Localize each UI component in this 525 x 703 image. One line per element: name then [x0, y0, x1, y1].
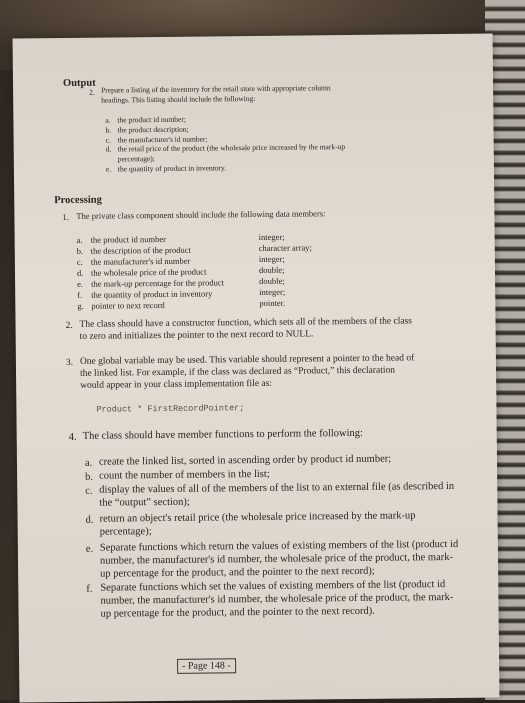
processing-item-4-text: The class should have member functions to perform the following:: [82, 427, 363, 442]
member-b-type: character array;: [258, 242, 312, 253]
member-a-letter: a.: [76, 234, 83, 245]
member-a-type: integer;: [258, 231, 285, 242]
processing-item-1-number: 1.: [62, 211, 69, 223]
member-d-name: the wholesale price of the product: [90, 266, 207, 278]
output-subitem-d-letter: d.: [105, 144, 112, 154]
function-e-line-1: Separate functions which return the values of existing members of the list (product id: [99, 538, 459, 554]
output-subitem-e: the quantity of product in inventory.: [117, 163, 227, 174]
processing-heading: Processing: [54, 194, 102, 207]
member-f-type: integer;: [259, 286, 286, 297]
member-e-name: the mark-up percentage for the product: [91, 277, 225, 289]
member-c-letter: c.: [76, 256, 83, 267]
output-subitem-c: the manufacturer's id number;: [117, 134, 208, 145]
output-subitem-e-letter: e.: [105, 164, 112, 174]
output-subitem-a-letter: a.: [105, 115, 111, 125]
output-subitem-d-continued: percentage);: [117, 154, 155, 164]
function-c-line-2: the “output” section);: [99, 496, 190, 509]
processing-item-3-number: 3.: [65, 357, 74, 368]
function-c-letter: c.: [85, 485, 93, 497]
function-f-line-1: Separate functions which set the values of existing members of the list (product id: [100, 579, 446, 594]
member-b-name: the description of the product: [90, 244, 191, 256]
page-number: - Page 148 -: [177, 658, 236, 674]
member-c-name: the manufacturer's id number: [90, 255, 191, 267]
output-item-2-number: 2.: [89, 87, 95, 97]
function-f-line-2: number, the manufacturer's id number, the wholesale price of the product, the mark-: [100, 591, 454, 607]
member-e-letter: e.: [77, 278, 84, 289]
member-c-type: integer;: [258, 253, 285, 264]
output-subitem-b: the product description;: [117, 124, 189, 135]
processing-item-2-number: 2.: [65, 320, 73, 331]
output-subitem-a: the product id number;: [117, 114, 186, 125]
processing-item-3-line-1: One global variable may be used. This variable should represent a pointer to the head of: [79, 353, 415, 367]
processing-item-3-line-3: would appear in your class implementation file as:: [80, 378, 273, 391]
output-heading: Output: [62, 77, 96, 90]
member-g-name: pointer to next record: [91, 299, 165, 311]
member-a-name: the product id number: [90, 233, 167, 245]
function-a-letter: a.: [84, 457, 93, 469]
function-b-letter: b.: [85, 471, 94, 483]
function-b-line-1: count the number of members in the list;: [99, 468, 270, 482]
code-declaration: Product * FirstRecordPointer;: [96, 403, 245, 415]
processing-item-1-text: The private class component should include the following data members:: [76, 208, 326, 221]
member-g-type: pointer.: [259, 297, 286, 308]
member-b-letter: b.: [76, 245, 84, 256]
processing-item-3-line-2: the linked list. For example, if the class was declared as “Product,” this declaration: [79, 365, 396, 379]
output-subitem-d: the retail price of the product (the wholesale price increased by the mark-up: [117, 142, 346, 154]
member-g-letter: g.: [77, 300, 84, 311]
processing-item-2-line-2: to zero and initializes the pointer to the next record to NULL.: [79, 329, 314, 342]
function-f-letter: f.: [86, 583, 93, 595]
processing-item-2-line-1: The class should have a constructor function, which sets all of the members of the class: [79, 316, 412, 330]
output-item-2-line-2: headings. This listing should include the following:: [101, 93, 256, 105]
function-c-line-1: display the values of all of the members of the list to an external file (as described in: [99, 480, 455, 496]
function-e-line-2: number, the manufacturer's id number, the wholesale price of the product, the mark-: [99, 551, 454, 567]
member-d-letter: d.: [76, 267, 84, 278]
member-f-name: the quantity of product in inventory: [91, 288, 213, 300]
function-a-line-1: create the linked list, sorted in ascending order by product id number;: [98, 453, 392, 468]
member-f-letter: f.: [77, 289, 83, 300]
function-d-line-2: percentage);: [99, 526, 152, 538]
processing-item-4-number: 4.: [68, 431, 77, 443]
member-e-type: double;: [259, 275, 285, 286]
output-item-2-line-1: Prepare a listing of the inventory for the retail store with appropriate column: [101, 83, 331, 95]
function-e-letter: e.: [85, 543, 94, 555]
function-d-line-1: return an object's retail price (the wholesale price increased by the mark-up: [99, 510, 416, 525]
output-subitem-b-letter: b.: [105, 125, 112, 135]
output-subitem-c-letter: c.: [105, 135, 111, 145]
function-f-line-3: up percentage for the product, and the pointer to the next record).: [100, 605, 375, 620]
function-d-letter: d.: [85, 514, 94, 526]
member-d-type: double;: [258, 264, 285, 275]
document-page: [13, 34, 500, 703]
function-e-line-3: up percentage for the product, and the pointer to the next record);: [100, 565, 375, 580]
